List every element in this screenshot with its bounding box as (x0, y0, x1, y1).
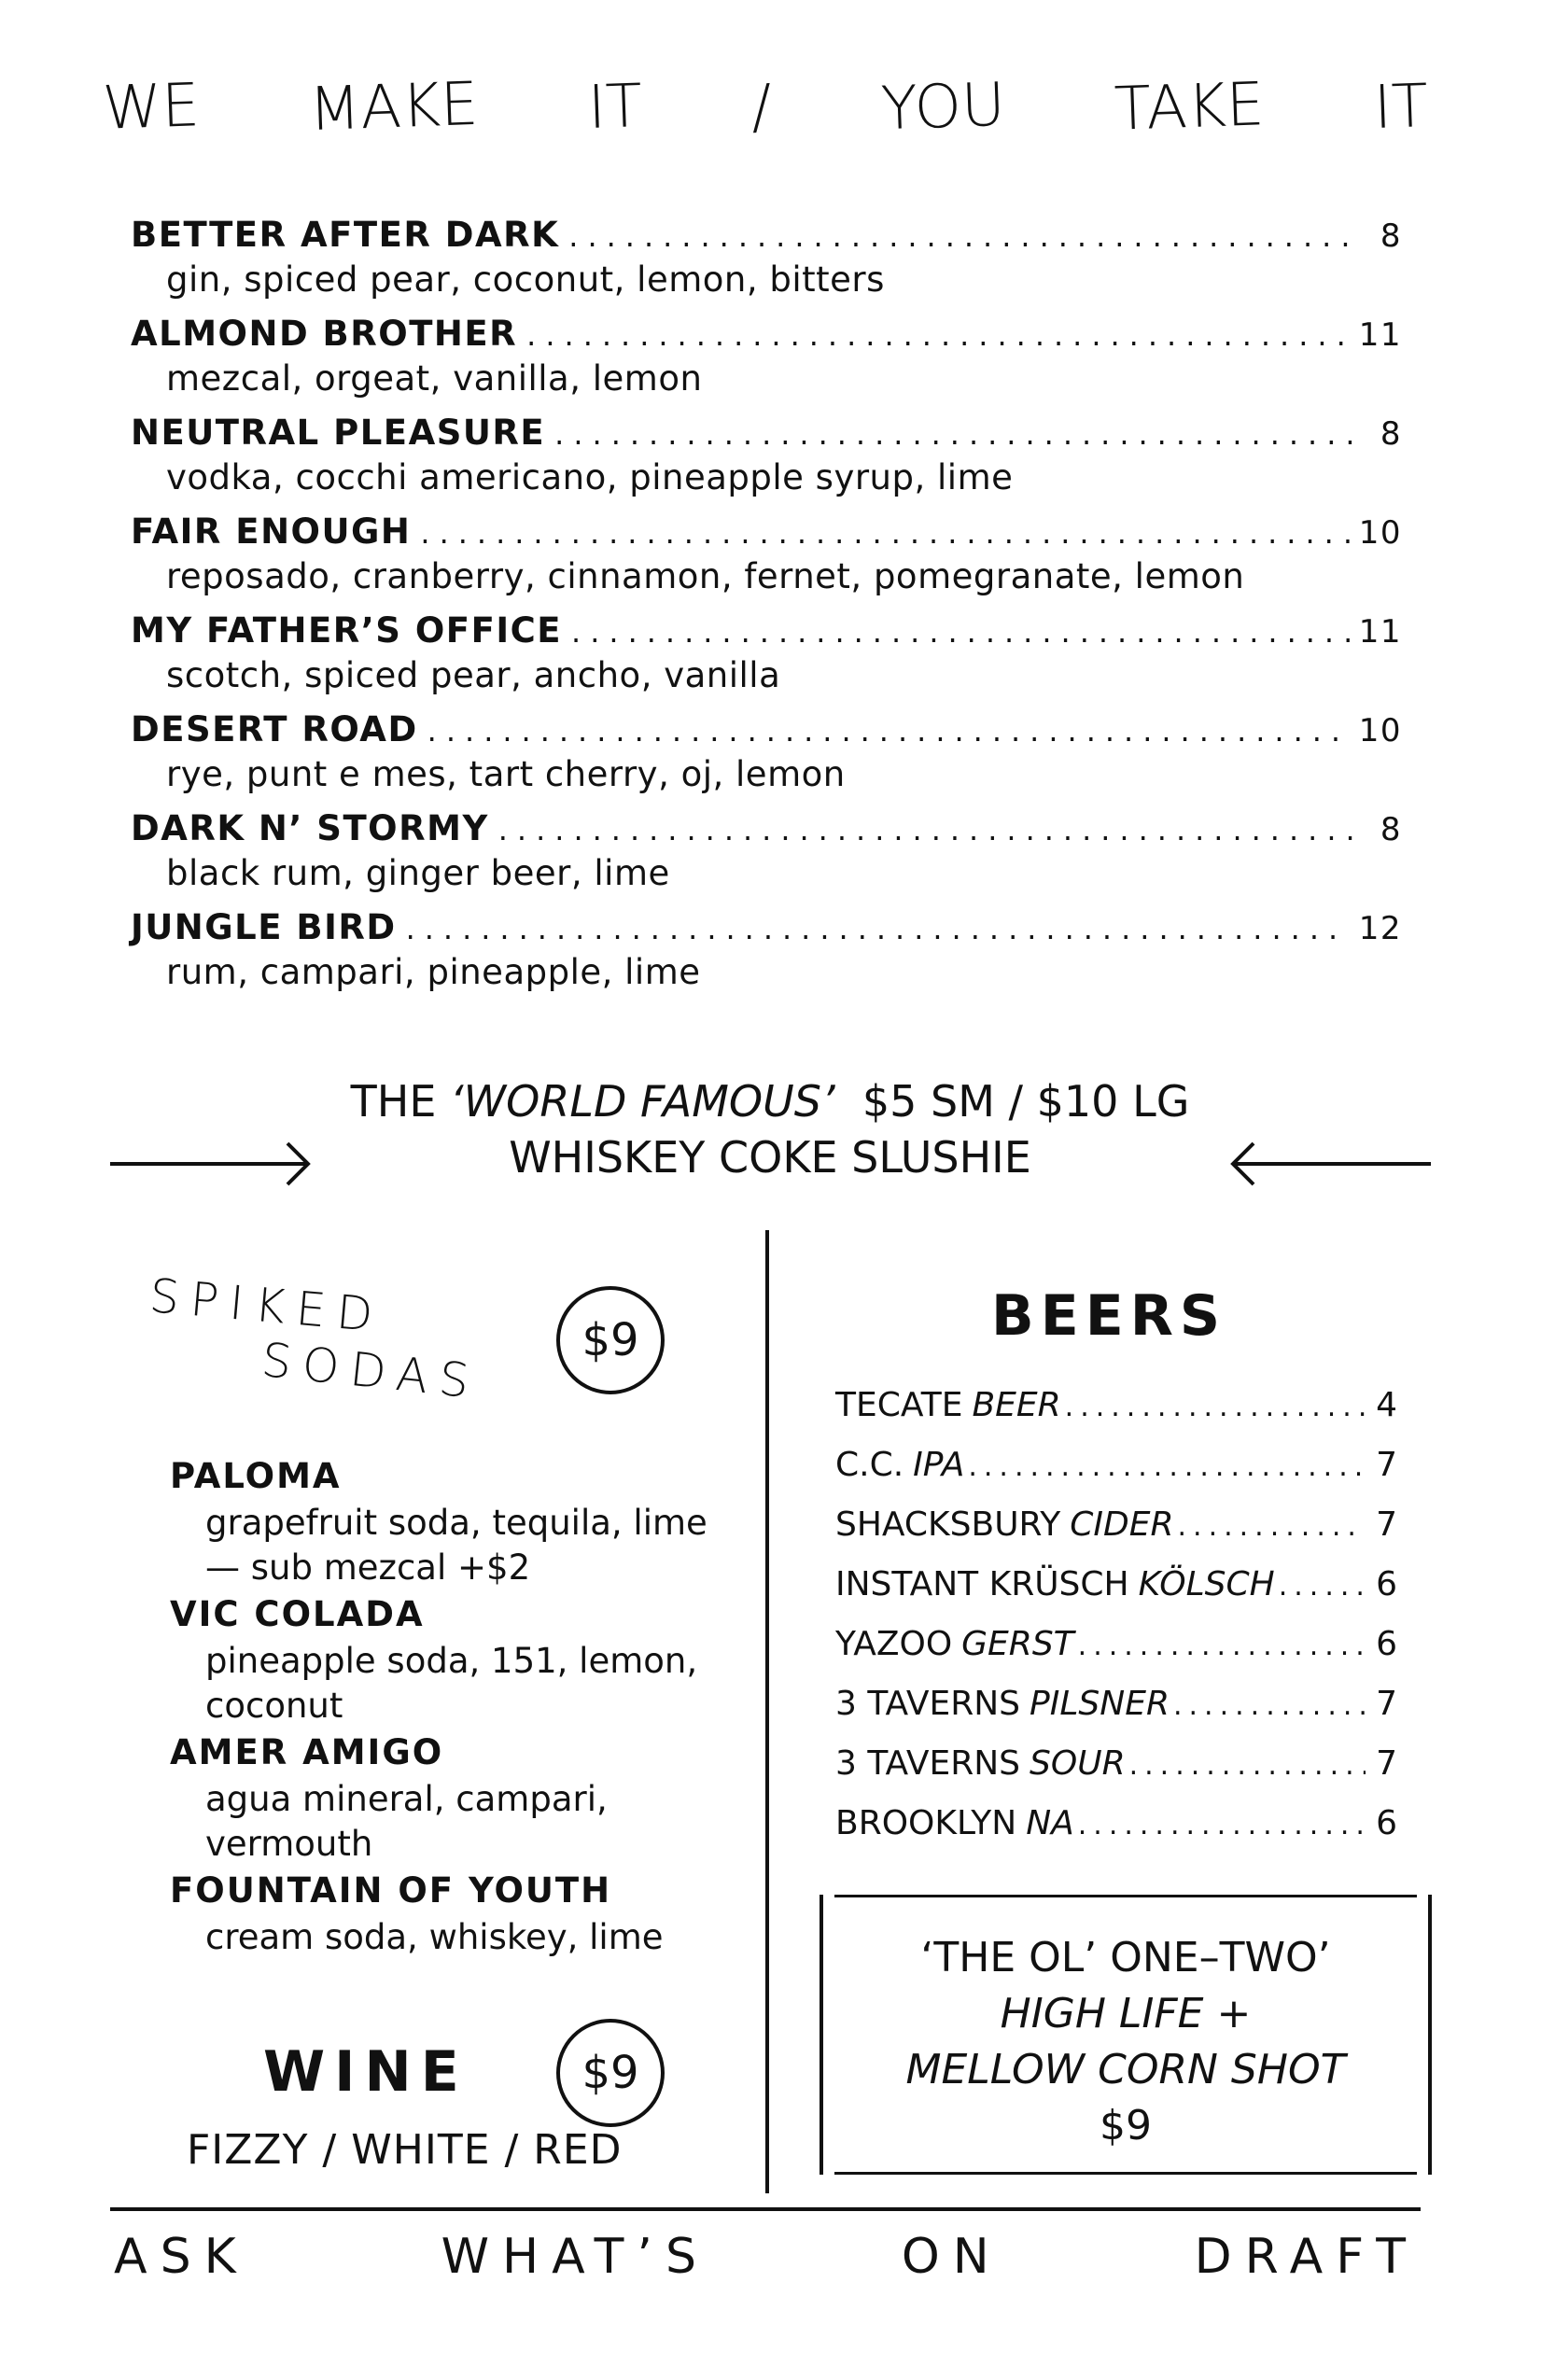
cocktail-name: JUNGLE BIRD (131, 907, 397, 947)
soda-description: pineapple soda, 151, lemon, coconut (205, 1641, 698, 1726)
leader-dots (420, 515, 1349, 551)
cocktail-item (131, 314, 1402, 399)
leader-dots (1178, 1510, 1366, 1543)
cocktail-description: black rum, ginger beer, lime (166, 853, 670, 893)
beer-item (835, 1446, 1397, 1505)
leader-dots (1065, 1391, 1366, 1423)
beer-style: IPA (913, 1446, 965, 1484)
header-word: TAKE (1114, 70, 1266, 145)
beer-name: INSTANT KRÜSCH (835, 1565, 1129, 1603)
footer-rule (110, 2207, 1421, 2211)
leader-dots (1078, 1630, 1366, 1662)
beer-style: KÖLSCH (1138, 1565, 1275, 1603)
beer-item (835, 1386, 1397, 1446)
slushie-prices: $5 SM / $10 LG (862, 1076, 1190, 1127)
footer-word: WHAT’S (441, 2229, 709, 2285)
soda-name: AMER AMIGO (170, 1732, 444, 1772)
beer-style: BEER (972, 1386, 1061, 1424)
beer-price: 6 (1376, 1625, 1397, 1663)
cocktail-price: 11 (1358, 613, 1402, 651)
cocktail-name: DARK N’ STORMY (131, 808, 489, 848)
slushie-prefix: THE (350, 1076, 437, 1127)
leader-dots (526, 317, 1350, 353)
beer-price: 7 (1376, 1446, 1397, 1484)
soda-item (170, 1732, 730, 1867)
beer-item (835, 1505, 1397, 1565)
leader-dots (498, 812, 1355, 847)
header-word: YOU (879, 70, 1007, 145)
wine-price-badge: $9 (556, 2019, 665, 2127)
beer-name: 3 TAVERNS (835, 1685, 1021, 1723)
leader-dots (1173, 1689, 1366, 1722)
cocktail-price: 12 (1358, 910, 1402, 947)
sodas-title-line-1: SPIKED (147, 1268, 386, 1343)
cocktail-item (131, 215, 1402, 301)
soda-item (170, 1456, 730, 1590)
soda-item (170, 1594, 730, 1729)
special-bottom-rule (834, 2172, 1417, 2175)
beer-style: GERST (961, 1625, 1074, 1663)
leader-dots (571, 614, 1350, 650)
special-text (823, 1930, 1428, 2154)
footer-word: ASK (114, 2229, 249, 2285)
wine-title: WINE (263, 2039, 469, 2105)
special-line-1: HIGH LIFE + (1000, 1990, 1252, 2037)
beer-price: 7 (1376, 1685, 1397, 1723)
footer-banner (114, 2219, 1419, 2294)
slushie-line-1 (280, 1073, 1260, 1129)
cocktail-description: reposado, cranberry, cinnamon, fernet, pomegranate, lemon (166, 556, 1245, 596)
beer-item (835, 1804, 1397, 1864)
cocktail-item (131, 511, 1402, 597)
special-line-2: MELLOW CORN SHOT (905, 2046, 1346, 2093)
cocktail-item (131, 709, 1402, 795)
soda-item (170, 1870, 730, 1960)
beers-title: BEERS (991, 1283, 1227, 1349)
beer-item (835, 1625, 1397, 1685)
leader-dots (406, 911, 1350, 946)
cocktail-item (131, 413, 1402, 498)
beer-price: 6 (1376, 1804, 1397, 1842)
special-title: ‘THE OL’ ONE–TWO’ (920, 1934, 1331, 1981)
cocktail-name: BETTER AFTER DARK (131, 215, 560, 255)
beer-style: CIDER (1070, 1505, 1174, 1544)
cocktail-price: 8 (1380, 415, 1402, 453)
column-divider (765, 1230, 769, 2193)
beer-item (835, 1744, 1397, 1804)
sodas-price-badge: $9 (556, 1286, 665, 1394)
special-top-rule (834, 1895, 1417, 1897)
cocktail-name: FAIR ENOUGH (131, 511, 412, 552)
cocktail-description: scotch, spiced pear, ancho, vanilla (166, 655, 781, 695)
beer-name: TECATE (835, 1386, 963, 1424)
beer-style: NA (1026, 1804, 1074, 1842)
cocktail-description: rum, campari, pineapple, lime (166, 952, 701, 992)
cocktail-item (131, 808, 1402, 894)
slushie-famous: ‘WORLD FAMOUS’ (450, 1076, 835, 1127)
cocktail-item (131, 907, 1402, 993)
left-arrow-icon (1230, 1141, 1431, 1187)
header-word: / (749, 72, 774, 143)
cocktail-name: MY FATHER’S OFFICE (131, 610, 563, 651)
cocktail-price: 11 (1358, 316, 1402, 354)
cocktail-list (131, 215, 1402, 1006)
beer-price: 7 (1376, 1505, 1397, 1544)
soda-name: PALOMA (170, 1456, 342, 1496)
beer-name: YAZOO (835, 1625, 953, 1663)
soda-description: cream soda, whiskey, lime (205, 1917, 664, 1957)
leader-dots (427, 713, 1350, 749)
footer-word: DRAFT (1194, 2229, 1419, 2285)
soda-description: grapefruit soda, tequila, lime — sub mezcal +$2 (205, 1503, 707, 1588)
beer-item (835, 1565, 1397, 1625)
spiked-sodas-list (170, 1456, 730, 1964)
wine-types: FIZZY / WHITE / RED (187, 2126, 623, 2174)
special-price: $9 (1100, 2102, 1152, 2149)
beer-list (835, 1386, 1397, 1864)
soda-name: FOUNTAIN OF YOUTH (170, 1870, 612, 1911)
special-box (820, 1895, 1432, 2175)
beer-name: C.C. (835, 1446, 904, 1484)
right-arrow-icon (110, 1141, 311, 1187)
beer-name: 3 TAVERNS (835, 1744, 1021, 1783)
leader-dots (1129, 1749, 1366, 1782)
leader-dots (1279, 1570, 1366, 1603)
cocktail-price: 10 (1358, 514, 1402, 552)
beer-name: SHACKSBURY (835, 1505, 1061, 1544)
beer-item (835, 1685, 1397, 1744)
beer-price: 7 (1376, 1744, 1397, 1783)
header-word: MAKE (307, 69, 480, 146)
leader-dots (968, 1450, 1366, 1483)
footer-word: ON (901, 2229, 1002, 2285)
beer-style: SOUR (1030, 1744, 1126, 1783)
beer-price: 4 (1376, 1386, 1397, 1424)
header-word: IT (586, 72, 644, 143)
cocktail-name: DESERT ROAD (131, 709, 418, 749)
cocktail-price: 10 (1358, 712, 1402, 749)
menu-header (103, 65, 1428, 149)
beer-price: 6 (1376, 1565, 1397, 1603)
header-word: WE (101, 71, 201, 144)
cocktail-name: ALMOND BROTHER (131, 314, 518, 354)
cocktail-description: vodka, cocchi americano, pineapple syrup, lime (166, 457, 1014, 497)
spiked-sodas-title (149, 1269, 541, 1419)
sodas-title-line-2: SODAS (259, 1332, 483, 1410)
beer-name: BROOKLYN (835, 1804, 1017, 1842)
cocktail-description: gin, spiced pear, coconut, lemon, bitters (166, 259, 885, 300)
soda-description: agua mineral, campari, vermouth (205, 1779, 608, 1864)
cocktail-price: 8 (1380, 811, 1402, 848)
slushie-name: WHISKEY COKE SLUSHIE (509, 1132, 1031, 1183)
soda-name: VIC COLADA (170, 1594, 425, 1634)
cocktail-description: rye, punt e mes, tart cherry, oj, lemon (166, 754, 846, 794)
slushie-feature (280, 1073, 1260, 1185)
leader-dots (568, 218, 1355, 254)
cocktail-description: mezcal, orgeat, vanilla, lemon (166, 358, 703, 399)
cocktail-item (131, 610, 1402, 696)
cocktail-name: NEUTRAL PLEASURE (131, 413, 546, 453)
cocktail-price: 8 (1380, 217, 1402, 255)
leader-dots (1078, 1809, 1366, 1841)
leader-dots (554, 416, 1355, 452)
header-word: IT (1372, 72, 1430, 143)
beer-style: PILSNER (1030, 1685, 1170, 1723)
